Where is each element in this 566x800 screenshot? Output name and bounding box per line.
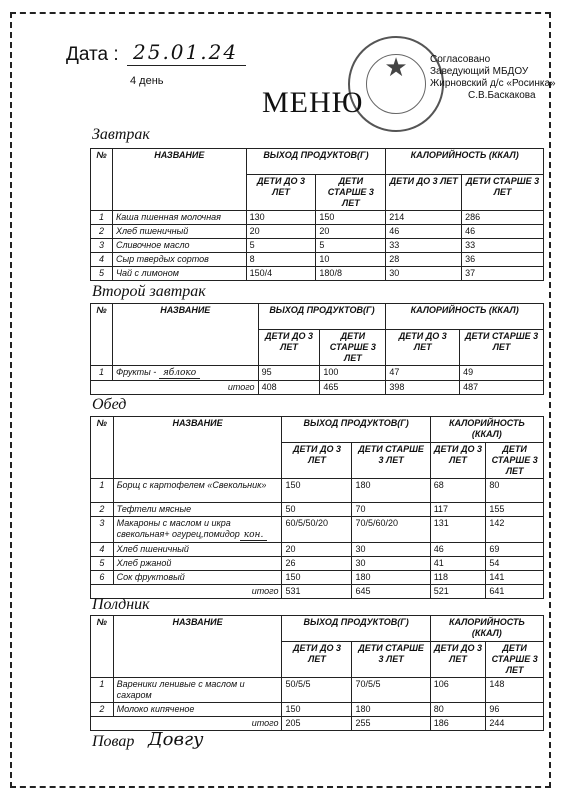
header-under3: ДЕТИ ДО 3 ЛЕТ [386,330,460,366]
section-title-second-breakfast: Второй завтрак [92,283,206,300]
snack-table [90,615,544,731]
header-under3: ДЕТИ ДО 3 ЛЕТ [282,642,352,678]
header-num: № [91,304,113,366]
approval-line: Согласовано [430,54,491,65]
header-num: № [91,149,113,211]
section-title-snack: Полдник [92,596,150,613]
header-output: ВЫХОД ПРОДУКТОВ(Г) [258,304,386,330]
total-row: итого 408 465 398 487 [91,381,544,395]
day-number: 4 день [130,75,164,87]
header-over3: ДЕТИ СТАРШЕ 3 ЛЕТ [352,443,430,479]
date-label: Дата : [66,44,119,65]
header-name: НАЗВАНИЕ [112,149,246,211]
header-under3: ДЕТИ ДО 3 ЛЕТ [430,443,486,479]
header-num: № [91,616,114,678]
date-value: 25.01.24 [127,40,246,66]
header-calories: КАЛОРИЙНОСТЬ (ККАЛ) [430,417,543,443]
table-row: 1 Каша пшенная молочная 130 150 214 286 [91,211,544,225]
table-row: 5 Хлеб ржаной 26 30 41 54 [91,557,544,571]
handwritten-note: кон. [240,530,268,541]
header-name: НАЗВАНИЕ [112,304,258,366]
cook-label: Повар [92,733,135,750]
header-under3: ДЕТИ ДО 3 ЛЕТ [246,175,316,211]
handwritten-fruit: яблоко [159,368,200,379]
header-over3: ДЕТИ СТАРШЕ 3 ЛЕТ [352,642,430,678]
header-calories: КАЛОРИЙНОСТЬ (ККАЛ) [430,616,543,642]
header-over3: ДЕТИ СТАРШЕ 3 ЛЕТ [316,175,386,211]
header-num: № [91,417,114,479]
cook-signature: Довгу [148,729,204,750]
header-output: ВЫХОД ПРОДУКТОВ(Г) [246,149,386,175]
section-title-breakfast: Завтрак [92,126,150,143]
approval-line: С.В.Баскакова [468,90,536,101]
approval-block [430,54,556,102]
page-title: МЕНЮ [262,86,364,119]
header-name: НАЗВАНИЕ [113,616,282,678]
table-row: 1 Борщ с картофелем «Свекольник» 150 180 68 80 [91,479,544,503]
table-row: 4 Хлеб пшеничный 20 30 46 69 [91,543,544,557]
header-name: НАЗВАНИЕ [113,417,282,479]
header-under3: ДЕТИ ДО 3 ЛЕТ [258,330,320,366]
breakfast-table [90,148,544,281]
table-row: 2 Тефтели мясные 50 70 117 155 [91,503,544,517]
header-under3: ДЕТИ ДО 3 ЛЕТ [430,642,486,678]
table-row: 6 Сок фруктовый 150 180 118 141 [91,571,544,585]
header-under3: ДЕТИ ДО 3 ЛЕТ [386,175,462,211]
header-output: ВЫХОД ПРОДУКТОВ(Г) [282,417,430,443]
approval-line: Заведующий МБДОУ [430,66,529,77]
header-calories: КАЛОРИЙНОСТЬ (ККАЛ) [386,304,544,330]
section-title-lunch: Обед [92,396,127,413]
header-calories: КАЛОРИЙНОСТЬ (ККАЛ) [386,149,544,175]
header-over3: ДЕТИ СТАРШЕ 3 ЛЕТ [320,330,386,366]
second-breakfast-table [90,303,544,395]
approval-line: Жирновский д/с «Росинка» [430,78,556,89]
table-row: 3 Сливочное масло 5 5 33 33 [91,239,544,253]
table-row: 4 Сыр твердых сортов 8 10 28 36 [91,253,544,267]
header-under3: ДЕТИ ДО 3 ЛЕТ [282,443,352,479]
table-row: 3 Макароны с маслом и икра свекольная+ огурец,помидор кон. 60/5/50/20 70/5/60/20 131 142 [91,517,544,543]
header-output: ВЫХОД ПРОДУКТОВ(Г) [282,616,430,642]
table-row: 2 Молоко кипяченое 150 180 80 96 [91,703,544,717]
lunch-table [90,416,544,599]
table-row: 5 Чай с лимоном 150/4 180/8 30 37 [91,267,544,281]
total-row: итого 531 645 521 641 [91,585,544,599]
header-over3: ДЕТИ СТАРШЕ 3 ЛЕТ [462,175,544,211]
star-icon: ★ [384,52,408,82]
total-row: итого 205 255 186 244 [91,717,544,731]
header-over3: ДЕТИ СТАРШЕ 3 ЛЕТ [486,642,544,678]
table-row: 1 Фрукты - яблоко 95 100 47 49 [91,366,544,381]
header-over3: ДЕТИ СТАРШЕ 3 ЛЕТ [486,443,544,479]
table-row: 1 Вареники ленивые с маслом и сахаром 50/5/5 70/5/5 106 148 [91,678,544,703]
table-row: 2 Хлеб пшеничный 20 20 46 46 [91,225,544,239]
header-over3: ДЕТИ СТАРШЕ 3 ЛЕТ [460,330,544,366]
